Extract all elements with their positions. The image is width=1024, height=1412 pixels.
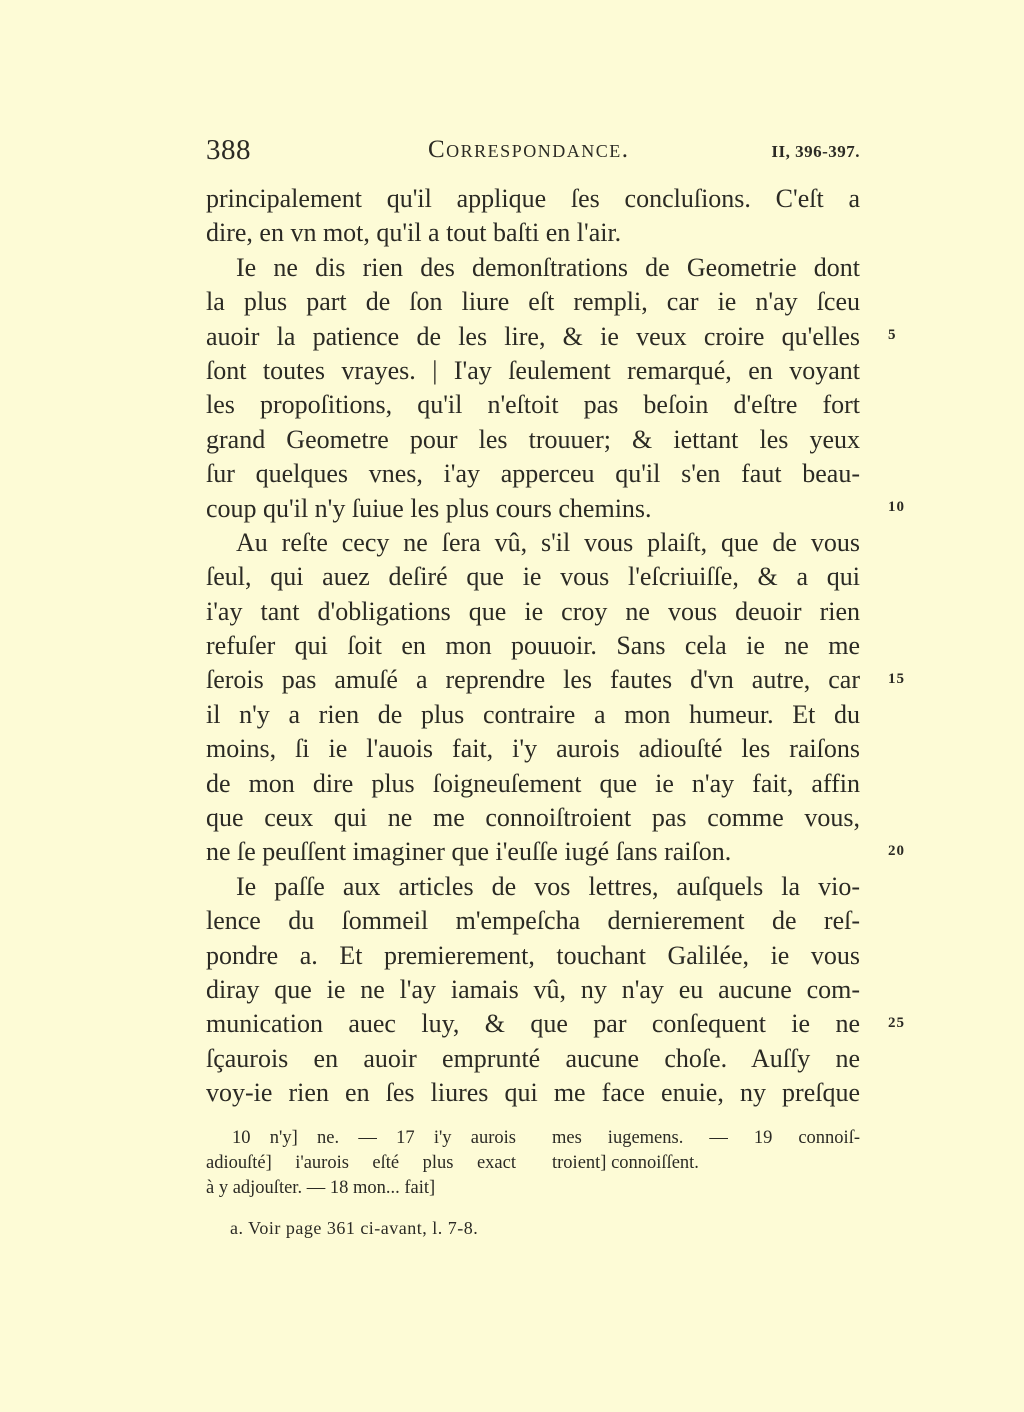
text-line: que ceux qui ne me connoiſtroient pas comme vous, (206, 803, 860, 833)
running-head (206, 132, 860, 172)
text-line: ſont toutes vrayes. | I'ay ſeulement remarqué, en voyant (206, 355, 860, 385)
line-number: 5 (888, 327, 897, 343)
variant-notes (206, 1126, 860, 1206)
text-line: ſçaurois en auoir emprunté aucune choſe. Auſſy ne (206, 1043, 860, 1073)
text-line: ſeul, qui auez deſiré que ie vous l'eſcriuiſſe, & a qui (206, 562, 860, 592)
text-line: diray que ie ne l'ay iamais vû, ny n'ay eu aucune com- (206, 974, 860, 1004)
text-line: ne ſe peuſſent imaginer que i'euſſe iugé ſans raiſon. (206, 837, 732, 867)
text-line: grand Geometre pour les trouuer; & iettant les yeux (206, 424, 860, 454)
variant-line: mes iugemens. — 19 connoiſ- (552, 1128, 860, 1148)
line-number: 10 (888, 499, 905, 515)
text-line: voy-ie rien en ſes liures qui me face enuie, ny preſque (206, 1078, 860, 1108)
text-line: coup qu'il n'y ſuiue les plus cours chemins. (206, 493, 652, 523)
text-line: il n'y a rien de plus contraire a mon humeur. Et du (206, 699, 860, 729)
text-line: moins, ſi ie l'auois fait, i'y aurois adiouſté les raiſons (206, 734, 860, 764)
text-line: Au reſte cecy ne ſera vû, s'il vous plaiſt, que de vous (236, 527, 860, 557)
line-number: 20 (888, 843, 905, 859)
page-number: 388 (206, 134, 251, 166)
text-line: refuſer qui ſoit en mon pouuoir. Sans cela ie ne me (206, 631, 860, 661)
text-line: munication auec luy, & que par conſequent ie ne (206, 1009, 860, 1039)
text-line: ſur quelques vnes, i'ay apperceu qu'il s'en faut beau- (206, 459, 860, 489)
line-number: 25 (888, 1015, 905, 1031)
text-line: de mon dire plus ſoigneuſement que ie n'ay fait, affin (206, 768, 860, 798)
variant-line: adiouſté] i'aurois eſté plus exact (206, 1153, 516, 1173)
footnote: a. Voir page 361 ci-avant, l. 7-8. (230, 1218, 479, 1238)
text-line: auoir la patience de les lire, & ie veux croire qu'elles (206, 321, 860, 351)
variant-column-left (206, 1126, 516, 1201)
line-number: 15 (888, 671, 905, 687)
variant-line: troient] connoiſſent. (552, 1153, 699, 1173)
text-line: principalement qu'il applique ſes concluſions. C'eſt a (206, 184, 860, 213)
variant-column-right (552, 1126, 860, 1176)
text-line: lence du ſommeil m'empeſcha dernierement de reſ- (206, 906, 860, 936)
text-line: la plus part de ſon liure eſt rempli, car ie n'ay ſceu (206, 287, 860, 317)
body-text (206, 182, 905, 1111)
running-reference: II, 396-397. (771, 142, 860, 161)
text-line: ſerois pas amuſé a reprendre les fautes d'vn autre, car (206, 665, 860, 695)
variant-line: à y adjouſter. — 18 mon... fait] (206, 1178, 436, 1198)
text-line: i'ay tant d'obligations que ie croy ne vous deuoir rien (206, 596, 860, 626)
text-line: pondre a. Et premierement, touchant Galilée, ie vous (206, 940, 860, 970)
text-line: dire, en vn mot, qu'il a tout baſti en l'air. (206, 218, 622, 248)
running-title: Correspondance. (428, 136, 630, 163)
text-line: les propoſitions, qu'il n'eſtoit pas beſoin d'eſtre fort (206, 390, 860, 420)
text-line: Ie ne dis rien des demonſtrations de Geometrie dont (236, 252, 860, 282)
text-line: Ie paſſe aux articles de vos lettres, auſquels la vio- (236, 871, 860, 901)
variant-line: 10 n'y] ne. — 17 i'y aurois (232, 1128, 516, 1148)
